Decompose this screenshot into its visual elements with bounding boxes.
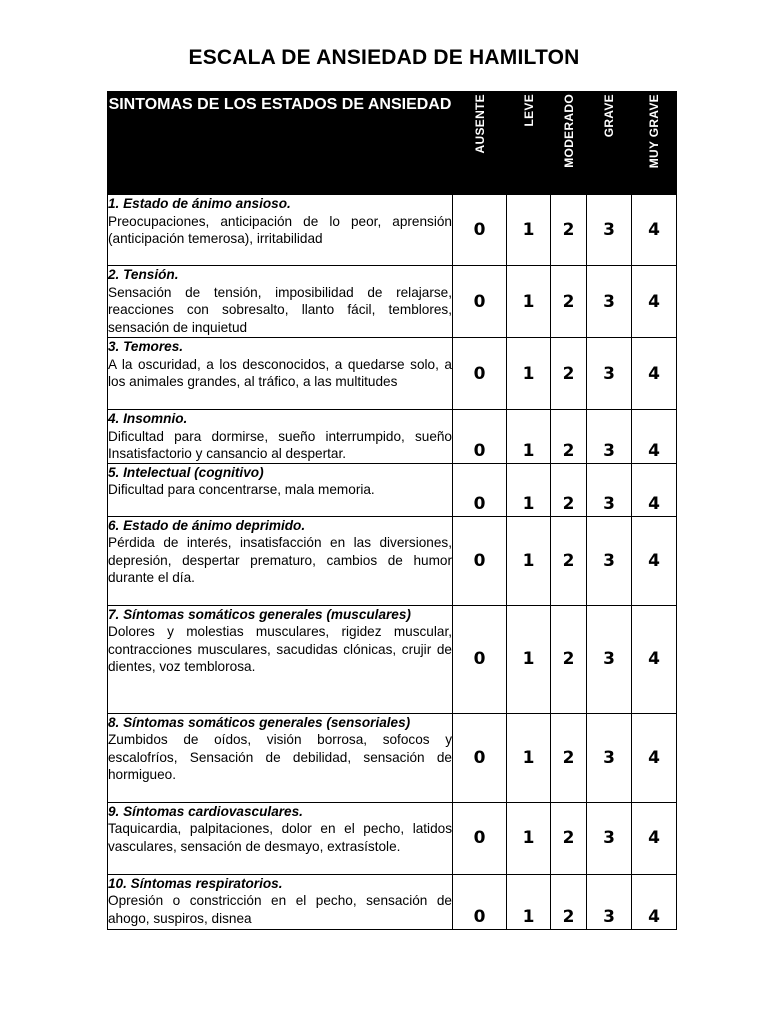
severity-header-moderate (551, 92, 587, 195)
score-cell: 4 (632, 195, 677, 266)
score-cell: 2 (551, 874, 587, 929)
anxiety-scale-table (107, 91, 677, 930)
symptom-cell (108, 802, 453, 874)
symptom-description: Dolores y molestias musculares, rigidez muscular, contracciones musculares, sacudidas clónicas, crujir de dientes, voz temblorosa. (108, 624, 452, 674)
symptom-cell (108, 463, 453, 516)
symptom-description: A la oscuridad, a los desconocidos, a quedarse solo, a los animales grandes, al tráfico, a las multitudes (108, 356, 452, 389)
score-cell: 0 (453, 874, 507, 929)
symptom-name: 9. Síntomas cardiovasculares. (108, 803, 303, 819)
symptom-name: 3. Temores. (108, 339, 184, 354)
score-cell: 3 (587, 410, 632, 464)
symptom-description: Taquicardia, palpitaciones, dolor en el pecho, latidos vasculares, sensación de desmayo, extrasístole. (108, 821, 452, 854)
symptom-cell (108, 195, 453, 266)
severity-header-absent (453, 92, 507, 195)
severity-label: MODERADO (561, 94, 576, 168)
score-cell: 1 (507, 195, 551, 266)
severity-label: GRAVE (602, 94, 616, 138)
symptom-name: 4. Insomnio. (108, 411, 188, 426)
score-cell: 1 (507, 874, 551, 929)
symptom-name: 10. Síntomas respiratorios. (108, 875, 283, 891)
score-cell: 2 (551, 516, 587, 605)
score-cell: 3 (587, 802, 632, 874)
table-header-row (108, 92, 677, 195)
score-cell: 1 (507, 802, 551, 874)
severity-header-mild (507, 92, 551, 195)
score-cell: 4 (632, 802, 677, 874)
symptom-name: 5. Intelectual (cognitivo) (108, 464, 264, 480)
score-cell: 0 (453, 195, 507, 266)
score-cell: 3 (587, 338, 632, 410)
symptom-description: Zumbidos de oídos, visión borrosa, sofocos y escalofríos, Sensación de debilidad, sensación de hormigueo. (108, 732, 452, 782)
severity-header-severe (587, 92, 632, 195)
score-cell: 3 (587, 713, 632, 802)
symptom-description: Dificultad para concentrarse, mala memoria. (108, 482, 375, 497)
score-cell: 0 (453, 802, 507, 874)
table-row (108, 338, 677, 410)
table-row (108, 802, 677, 874)
symptom-cell (108, 266, 453, 338)
score-cell: 4 (632, 338, 677, 410)
symptom-description: Dificultad para dormirse, sueño interrumpido, sueño Insatisfactorio y cansancio al despertar. (108, 428, 452, 461)
score-cell: 2 (551, 338, 587, 410)
score-cell: 1 (507, 463, 551, 516)
score-cell: 3 (587, 874, 632, 929)
symptom-name: 1. Estado de ánimo ansioso. (108, 196, 291, 211)
score-cell: 1 (507, 338, 551, 410)
score-cell: 2 (551, 802, 587, 874)
table-row (108, 713, 677, 802)
symptom-description: Pérdida de interés, insatisfacción en las diversiones, depresión, despertar prematuro, cambios de humor durante el día. (108, 535, 452, 585)
symptom-description: Sensación de tensión, imposibilidad de relajarse, reacciones con sobresalto, llanto fácil, temblores, sensación de inquietud (108, 284, 452, 335)
score-cell: 2 (551, 266, 587, 338)
symptom-name: 7. Síntomas somáticos generales (musculares) (108, 606, 411, 622)
score-cell: 2 (551, 195, 587, 266)
score-cell: 2 (551, 713, 587, 802)
score-cell: 0 (453, 516, 507, 605)
score-cell: 2 (551, 410, 587, 464)
score-cell: 4 (632, 463, 677, 516)
table-row (108, 874, 677, 929)
symptom-name: 8. Síntomas somáticos generales (sensoriales) (108, 714, 411, 730)
symptom-cell (108, 874, 453, 929)
score-cell: 1 (507, 516, 551, 605)
symptom-description: Preocupaciones, anticipación de lo peor, aprensión (anticipación temerosa), irritabilidad (108, 213, 452, 246)
score-cell: 0 (453, 266, 507, 338)
score-cell: 0 (453, 605, 507, 713)
score-cell: 2 (551, 605, 587, 713)
table-row (108, 410, 677, 464)
score-cell: 1 (507, 605, 551, 713)
score-cell: 3 (587, 266, 632, 338)
score-cell: 3 (587, 195, 632, 266)
page-title: ESCALA DE ANSIEDAD DE HAMILTON (188, 46, 580, 69)
score-cell: 2 (551, 463, 587, 516)
table-row (108, 266, 677, 338)
score-cell: 3 (587, 463, 632, 516)
score-cell: 4 (632, 266, 677, 338)
symptom-name: 6. Estado de ánimo deprimido. (108, 517, 306, 533)
symptoms-column-header: SINTOMAS DE LOS ESTADOS DE ANSIEDAD (108, 92, 453, 195)
table-row (108, 195, 677, 266)
symptom-cell (108, 713, 453, 802)
symptom-cell (108, 605, 453, 713)
table-row (108, 605, 677, 713)
score-cell: 1 (507, 410, 551, 464)
score-cell: 1 (507, 713, 551, 802)
score-cell: 4 (632, 605, 677, 713)
score-cell: 1 (507, 266, 551, 338)
score-cell: 3 (587, 605, 632, 713)
score-cell: 0 (453, 410, 507, 464)
score-cell: 3 (587, 516, 632, 605)
symptom-cell (108, 410, 453, 464)
table-row (108, 463, 677, 516)
score-cell: 0 (453, 338, 507, 410)
score-cell: 4 (632, 516, 677, 605)
table-row (108, 516, 677, 605)
severity-label: MUY GRAVE (647, 94, 661, 169)
score-cell: 0 (453, 463, 507, 516)
severity-label: AUSENTE (472, 94, 487, 154)
symptom-cell (108, 516, 453, 605)
symptom-name: 2. Tensión. (108, 267, 179, 282)
symptom-cell (108, 338, 453, 410)
score-cell: 4 (632, 410, 677, 464)
symptom-description: Opresión o constricción en el pecho, sensación de ahogo, suspiros, disnea (108, 893, 452, 926)
score-cell: 0 (453, 713, 507, 802)
score-cell: 4 (632, 713, 677, 802)
severity-label: LEVE (521, 94, 536, 127)
severity-header-very-severe (632, 92, 677, 195)
score-cell: 4 (632, 874, 677, 929)
